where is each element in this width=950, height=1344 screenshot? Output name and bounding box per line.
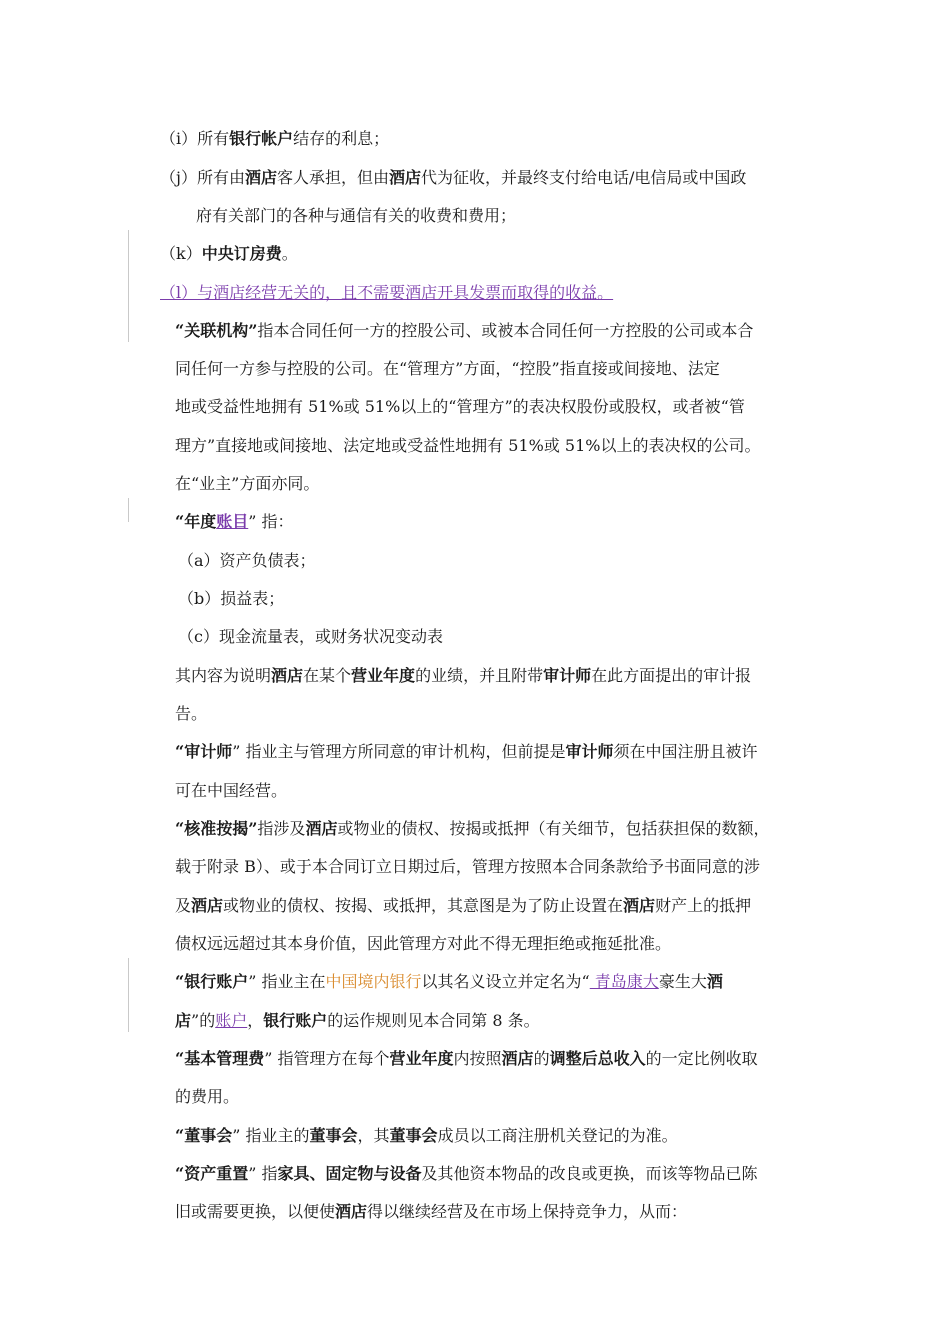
definition-base-fee: “基本管理费” 指管理方在每个营业年度内按照酒店的调整后总收入的一定比例收取 <box>175 1049 758 1068</box>
annual-accounts-link[interactable]: 账目 <box>216 512 249 531</box>
definition-affiliate-line4: 理方”直接地或间接地、法定地或受益性地拥有 51%或 51%以上的表决权的公司。 <box>175 436 761 455</box>
list-item-i: （i）所有银行帐户结存的利息； <box>160 129 390 148</box>
definition-capital-replacement: “资产重置” 指家具、固定物与设备及其他资本物品的改良或更换，而该等物品已陈 <box>175 1164 758 1183</box>
definition-approved-mortgage-line2: 载于附录 B）、或于本合同订立日期过后，管理方按照本合同条款给予书面同意的涉 <box>175 857 760 876</box>
annual-item-a: （a）资产负债表； <box>178 551 316 570</box>
definition-affiliate-line5: 在“业主”方面亦同。 <box>175 474 320 493</box>
list-item-j: （j）所有由酒店客人承担，但由酒店代为征收，并最终支付给电话/电信局或中国政 <box>160 168 747 187</box>
revision-change-bar <box>128 230 129 342</box>
list-item-k: （k）中央订房费。 <box>160 244 298 263</box>
list-item-l-revision: （l）与酒店经营无关的，且不需要酒店开具发票而取得的收益。 <box>160 283 614 302</box>
definition-auditor: “审计师” 指业主与管理方所同意的审计机构，但前提是审计师须在中国注册且被许 <box>175 742 758 761</box>
revision-change-bar <box>128 958 129 1032</box>
annual-description-line2: 告。 <box>175 704 208 723</box>
list-item-j-continued: 府有关部门的各种与通信有关的收费和费用； <box>196 206 517 225</box>
annual-description: 其内容为说明酒店在某个营业年度的业绩，并且附带审计师在此方面提出的审计报 <box>175 666 752 685</box>
definition-affiliate-line3: 地或受益性地拥有 51%或 51%以上的“管理方”的表决权股份或股权，或者被“管 <box>175 397 745 416</box>
account-link[interactable]: 账户 <box>215 1011 248 1030</box>
definition-capital-replacement-line2: 旧或需要更换，以便使酒店得以继续经营及在市场上保持竞争力，从而： <box>175 1202 688 1221</box>
definition-board: “董事会” 指业主的董事会，其董事会成员以工商注册机关登记的为准。 <box>175 1126 678 1145</box>
hotel-name-link[interactable]: 青岛康大 <box>589 972 659 991</box>
definition-approved-mortgage: “核准按揭”指涉及酒店或物业的债权、按揭或抵押（有关细节，包括获担保的数额， <box>175 819 770 838</box>
definition-approved-mortgage-line4: 债权远远超过其本身价值，因此管理方对此不得无理拒绝或拖延批准。 <box>175 934 672 953</box>
revision-change-bar <box>128 498 129 522</box>
definition-affiliate: “关联机构”指本合同任何一方的控股公司、或被本合同任何一方控股的公司或本合 <box>175 321 754 340</box>
definition-bank-account: “银行账户” 指业主在中国境内银行以其名义设立并定名为“ 青岛康大豪生大酒 <box>175 972 723 991</box>
definition-base-fee-line2: 的费用。 <box>175 1087 240 1106</box>
annual-item-b: （b）损益表； <box>178 589 285 608</box>
definition-affiliate-line2: 同任何一方参与控股的公司。在“管理方”方面，“控股”指直接或间接地、法定 <box>175 359 720 378</box>
definition-approved-mortgage-line3: 及酒店或物业的债权、按揭、或抵押，其意图是为了防止设置在酒店财产上的抵押 <box>175 896 752 915</box>
definition-bank-account-line2: 店”的账户，银行账户的运作规则见本合同第 8 条。 <box>175 1011 540 1030</box>
definition-auditor-line2: 可在中国经营。 <box>175 781 288 800</box>
definition-annual-accounts: “年度账目” 指： <box>175 512 294 531</box>
annual-item-c: （c）现金流量表，或财务状况变动表 <box>178 627 443 646</box>
